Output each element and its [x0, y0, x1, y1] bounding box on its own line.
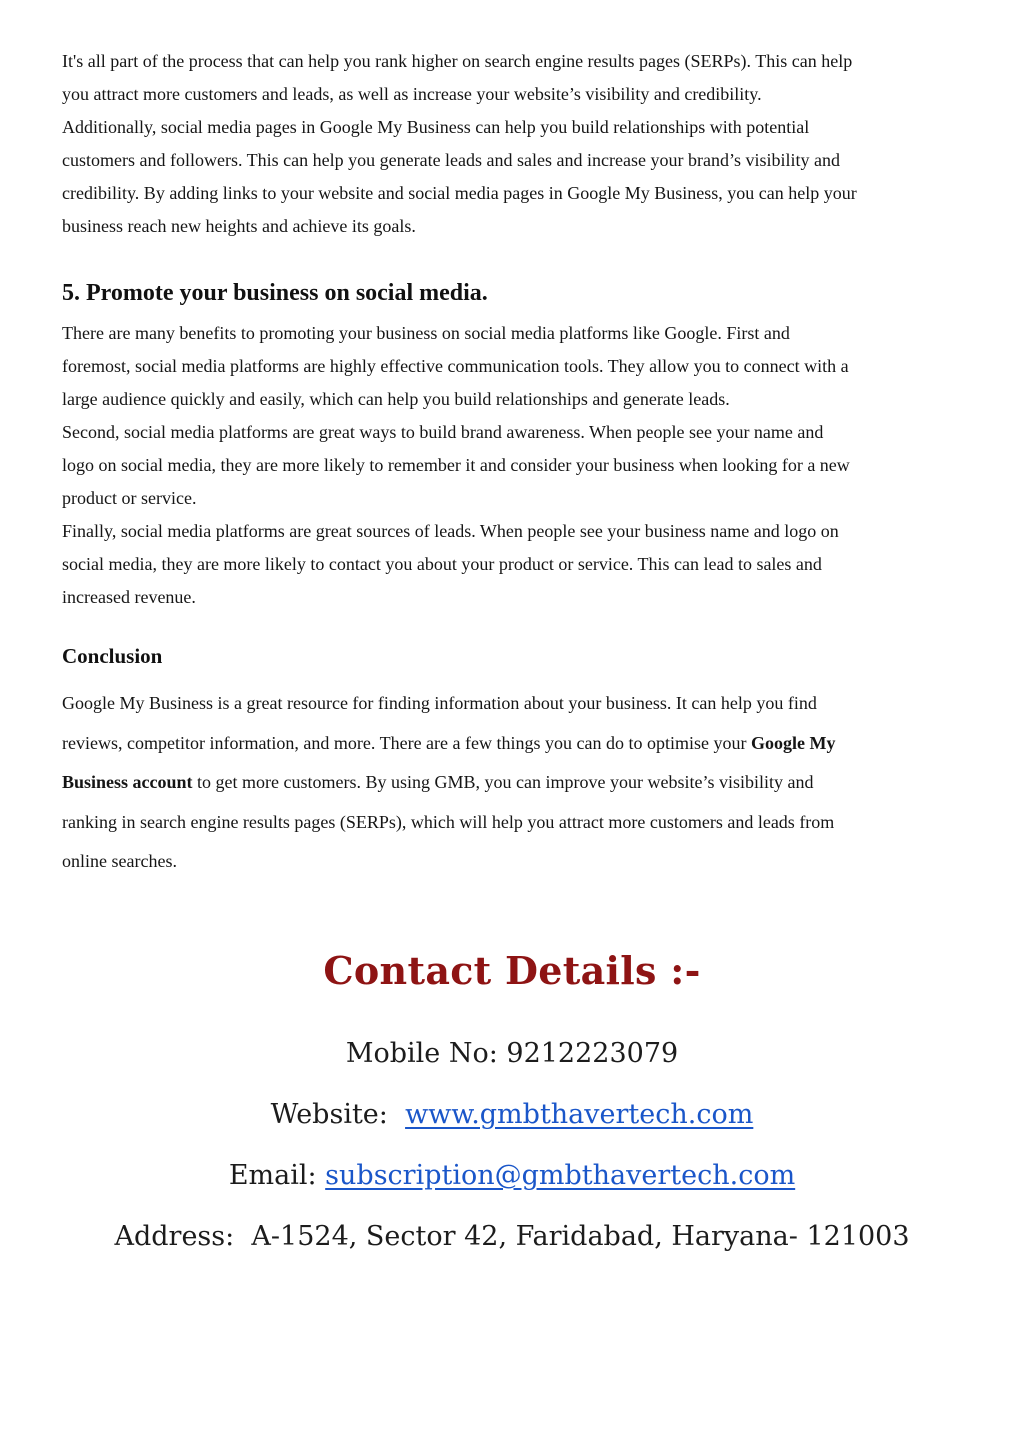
contact-website — [0, 1097, 1024, 1133]
promote-line: There are many benefits to promoting your business on social media platforms like Google. First and — [62, 323, 790, 343]
contact-email — [0, 1158, 1024, 1194]
intro-line: Additionally, social media pages in Google My Business can help you build relationships with potential — [62, 117, 810, 137]
intro-line: business reach new heights and achieve its goals. — [62, 216, 416, 236]
promote-line: social media, they are more likely to contact you about your product or service. This can lead to sales and — [62, 554, 822, 574]
conclusion-line: online searches. — [62, 851, 177, 871]
address-value: A-1524, Sector 42, Faridabad, Haryana- 121003 — [251, 1221, 910, 1252]
promote-line: increased revenue. — [62, 587, 196, 607]
section-heading-conclusion: Conclusion — [62, 644, 163, 668]
contact-mobile — [0, 1036, 1024, 1072]
promote-line: logo on social media, they are more likely to remember it and consider your business when looking for a new — [62, 455, 850, 475]
website-link[interactable]: www.gmbthavertech.com — [405, 1099, 754, 1130]
conclusion-line: ranking in search engine results pages (SERPs), which will help you attract more customers and leads from — [62, 811, 835, 832]
address-label: Address: — [114, 1221, 252, 1252]
promote-paragraph — [62, 317, 974, 614]
promote-line: product or service. — [62, 488, 197, 508]
contact-title: Contact Details :- — [323, 948, 701, 993]
conclusion-bold-text: Business account — [62, 772, 193, 792]
contact-address — [0, 1219, 1024, 1255]
intro-line: It's all part of the process that can help you rank higher on search engine results pages (SERPs). This can help — [62, 51, 853, 71]
promote-line: large audience quickly and easily, which can help you build relationships and generate leads. — [62, 389, 730, 409]
email-label: Email: — [228, 1160, 326, 1191]
promote-line: Finally, social media platforms are great sources of leads. When people see your business name and logo on — [62, 521, 839, 541]
intro-line: customers and followers. This can help you generate leads and sales and increase your brand’s visibility and — [62, 150, 840, 170]
email-link[interactable]: subscription@gmbthavertech.com — [325, 1160, 796, 1191]
conclusion-line: Google My Business is a great resource for finding information about your business. It can help you find — [62, 693, 817, 713]
intro-paragraph — [62, 45, 974, 243]
website-label: Website: — [270, 1099, 406, 1130]
conclusion-paragraph — [62, 684, 974, 882]
conclusion-bold-text: Google My — [750, 732, 836, 753]
mobile-label: Mobile No: — [345, 1038, 507, 1069]
promote-line: Second, social media platforms are great ways to build brand awareness. When people see your name and — [62, 422, 824, 442]
intro-line: credibility. By adding links to your website and social media pages in Google My Business, you can help your — [62, 183, 857, 203]
promote-line: foremost, social media platforms are highly effective communication tools. They allow you to connect with a — [62, 356, 849, 376]
section-heading-promote: 5. Promote your business on social media. — [62, 280, 488, 306]
conclusion-line: to get more customers. By using GMB, you can improve your website’s visibility and — [192, 772, 814, 792]
conclusion-line: reviews, competitor information, and more. There are a few things you can do to optimise your — [62, 732, 751, 753]
intro-line: you attract more customers and leads, as well as increase your website’s visibility and credibility. — [62, 84, 762, 104]
mobile-number: 9212223079 — [506, 1038, 679, 1069]
